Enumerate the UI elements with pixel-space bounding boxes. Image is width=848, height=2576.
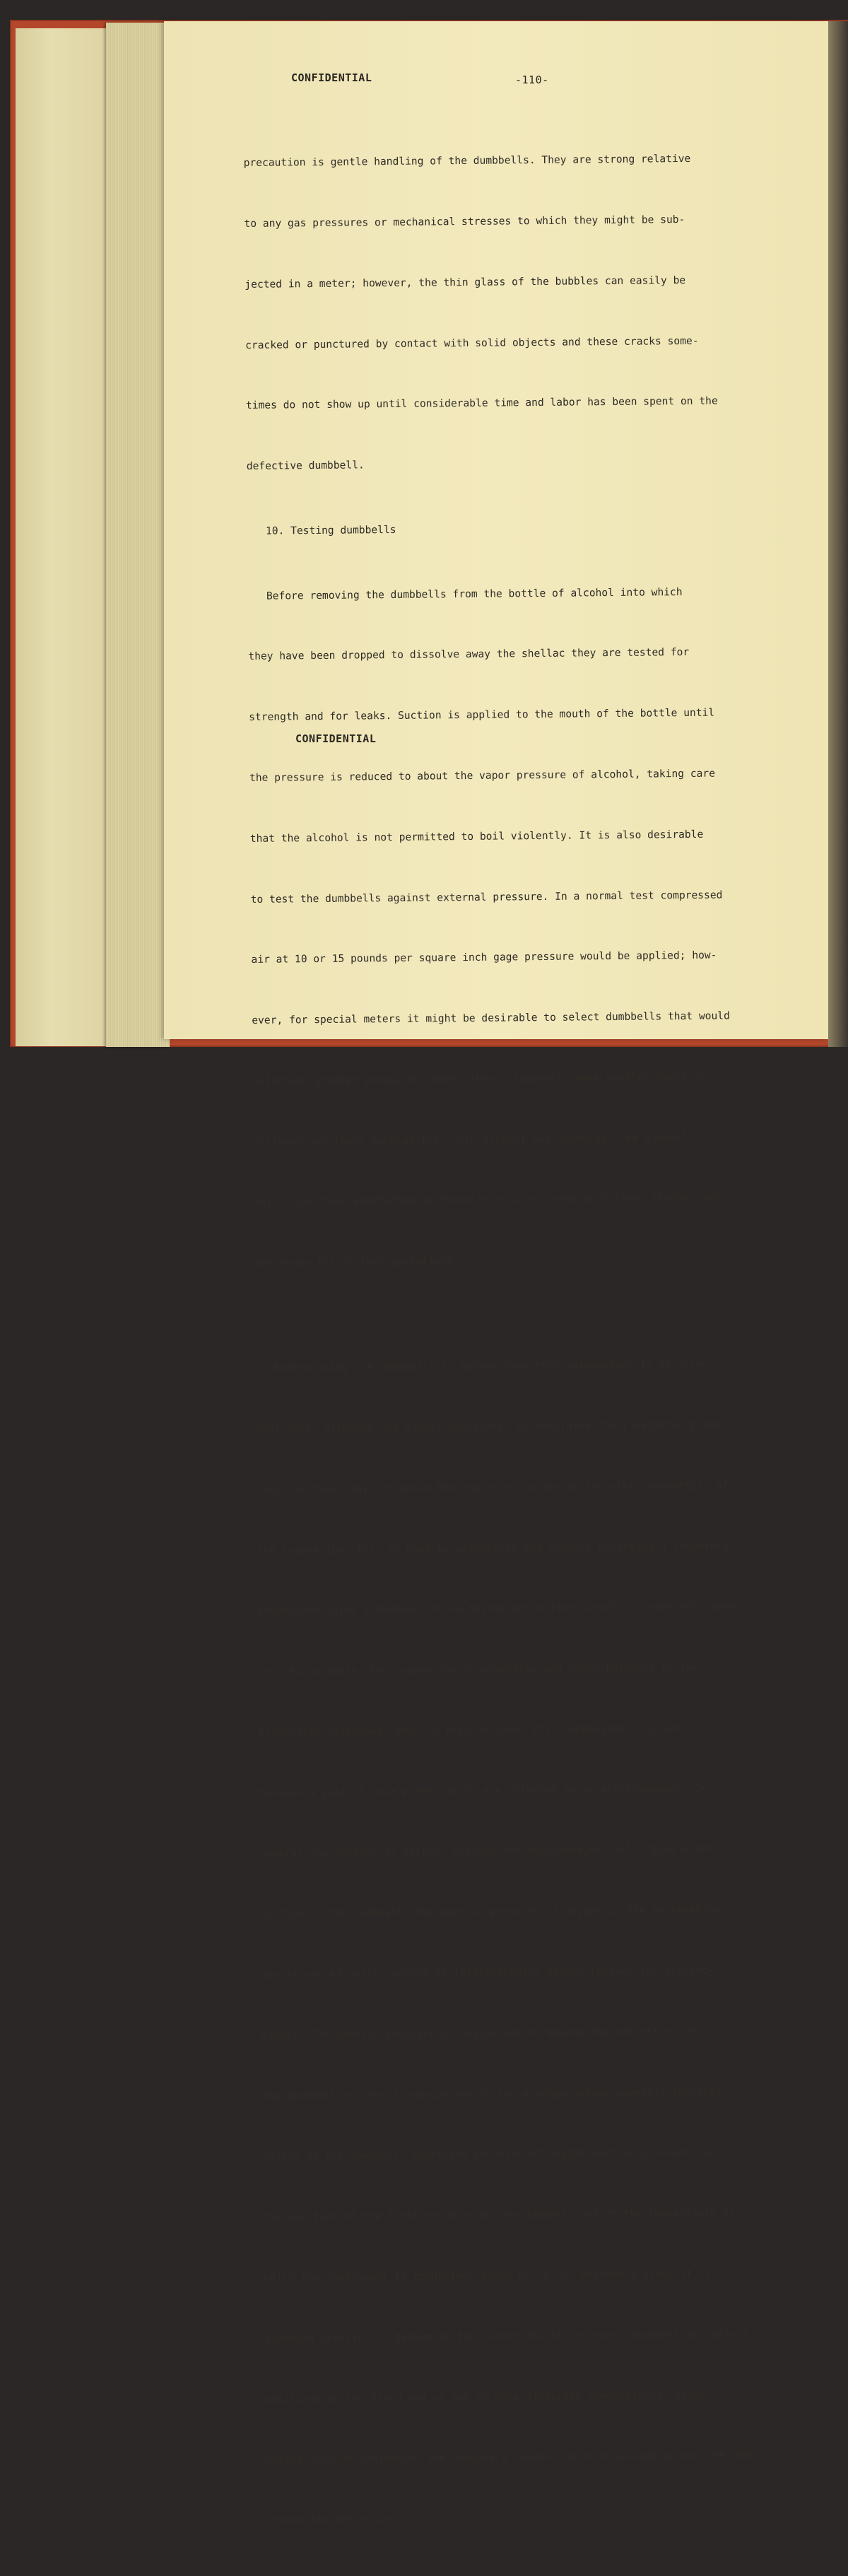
text-line: times do not show up until considerable time and labor has been spent on the [245,394,718,412]
text-line: collapse and leaky bubbles fill with alcohol and submerge. The dumbbells [252,1131,700,1148]
paragraph-1 [243,107,812,517]
text-line: gas is varied while current is intermittently passed through the electro- [261,1964,714,1981]
text-line: between a pair of pole pieces which are attached to an electromagnet. In [259,1782,707,1799]
text-line: for this purpose. The suspension is assembled and rough-balanced by the [258,1661,700,1678]
text-line: making this determination the temporary suspension is disassembled and the dumb [265,2449,757,2466]
facing-endpaper [16,28,107,1046]
text-line: desirable, although not always necessary, to determine their magnetic proper- [255,1418,734,1435]
text-line: the pressure is reduced to about the vapor pressure of alcohol, taking care [249,767,716,784]
page-number: -110- [515,74,549,86]
text-line: defective dumbbell. [246,459,365,473]
document-page [164,21,828,2527]
page-edges [106,23,170,1047]
text-line: to test the dumbbells against external pressure. In a normal test compressed [250,889,723,906]
text-line: procedures described later in this section. This suspension is placed [258,1721,688,1738]
text-line: which the experiment is conducted. Among Dr. A. O. Beckman's group it is [264,2267,712,2284]
text-line: general the passage of current through the electromagnet will cause a def- [259,1843,719,1860]
text-line: ties, as these may influence the choice of values of the other parameters of [256,1479,729,1496]
text-line: the dumbbell to zero is equivalent to the average volume magnetic suscepti- [261,2085,728,2102]
text-line: air at 10 or 15 pounds per square inch gage pressure would be applied; how- [251,949,717,966]
text-line: Before using the dumbbells in making completed suspensions it is often [254,1357,709,1375]
paragraph-3 [254,1313,832,2571]
spine-shadow [828,21,848,1047]
footer-confidential: CONFIDENTIAL [295,732,377,745]
text-line: jected in a meter; however, the thin glass of the bubbles can easily be [245,274,686,291]
text-line: which have been unaffected by these tests are rinsed with fresh alcohol and [253,1192,719,1209]
text-line: are ready for further operations. [254,1255,459,1270]
paragraph-2 [247,541,820,1314]
text-line: the suspension. This is done by assembling and roughly balancing a temporary [257,1540,729,1557]
body-text [243,107,832,2575]
text-line: positions in the field and at two or more different temperatures. After [264,2389,706,2406]
text-line: Before removing the dumbbells from the bottle of alcohol into which [247,585,683,602]
text-line: precaution is gentle handling of the dumbbells. They are strong relative [243,153,691,170]
text-line: to any gas pressures or mechanical stresses to which they might be sub- [244,213,685,230]
text-line: that the alcohol is not permitted to boil violently. It is also desirable [249,828,704,845]
text-line: strength and for leaks. Suction is applied to the mouth of the bottle until [249,706,715,724]
section-heading: 10. Testing dumbbells [247,523,396,537]
text-line: the position of the field occupied by the dumbbell and at the temperature at [263,2206,736,2224]
text-line: ever, for special meters it might be desirable to select dumbbells that would [252,1009,730,1027]
text-line: they have been dropped to dissolve away the shellac they are tested for [248,646,690,663]
text-line: lection of the dumbbell. The partial pressure of oxygen in the surrounding [260,1903,720,1921]
text-line: stored for future use. [266,2513,404,2527]
text-line: bility of the dumbbell, expressed in units of oxygen partial pressure, at [262,2146,717,2163]
text-line: suspension using a dumbbell to be tested and a fiber which is repeatedly used [257,1600,736,1617]
text-line: cracked or punctured by contact with solid objects and these cracks some- [245,334,699,351]
header-confidential: CONFIDENTIAL [291,71,372,84]
text-line: standard practice to determine the susceptibility of every dumbbell at various [264,2327,749,2345]
text-line: withstand greater pressures. Under these treatments weak bubbles burst or [252,1070,706,1087]
text-line: magnet. The partial pressure of oxygen which reduces the deflection of [261,2025,697,2042]
